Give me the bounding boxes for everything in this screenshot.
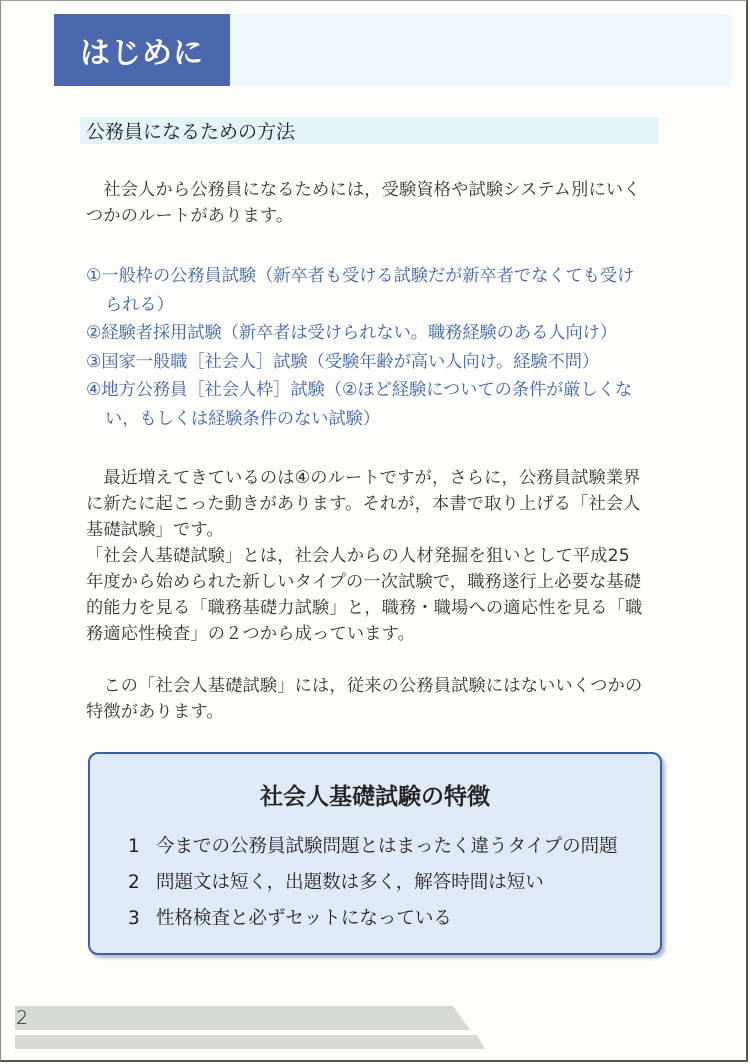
feature-number: 3 <box>128 908 140 929</box>
text-line: 特徴があります。 <box>86 702 224 722</box>
footer-decor-bar-top <box>15 1006 470 1030</box>
text-line: 社会人から公務員になるためには，受験資格や試験システム別にいく <box>86 180 641 200</box>
body-paragraph-3 <box>86 673 666 725</box>
text-line: 的能力を見る「職務基礎力試験」と，職務・職場への適応性を見る「職 <box>86 598 643 618</box>
footer-decor-bar-bottom <box>15 1035 485 1049</box>
features-title: 社会人基礎試験の特徴 <box>260 784 490 810</box>
route-item-2 <box>86 319 666 348</box>
text-line: つかのルートがあります。 <box>86 206 294 226</box>
body-paragraph-1 <box>86 465 666 543</box>
page-number: 2 <box>16 1007 29 1029</box>
text-line: に新たに起こった動きがあります。それが，本書で取り上げる「社会人 <box>86 494 641 514</box>
section-heading <box>80 117 658 144</box>
feature-item-3 <box>128 904 452 930</box>
route-text: ①一般枠の公務員試験（新卒者も受ける試験だが新卒者でなくても受け <box>86 266 635 286</box>
feature-text: 今までの公務員試験問題とはまったく違うタイプの問題 <box>156 836 618 857</box>
text-line: 「社会人基礎試験」とは，社会人からの人材発掘を狙いとして平成25 <box>86 546 630 566</box>
chapter-title: はじめに <box>80 36 204 71</box>
text-line: 務適応性検査」の２つから成っています。 <box>86 624 415 644</box>
feature-text: 問題文は短く，出題数は多く，解答時間は短い <box>156 872 544 893</box>
route-item-1 <box>86 262 666 319</box>
route-text: ④地方公務員［社会人枠］試験（②ほど経験についての条件が厳しくな <box>86 380 633 400</box>
feature-item-2 <box>128 868 544 894</box>
route-text: い，もしくは経験条件のない試験） <box>105 408 381 429</box>
text-line: 年度から始められた新しいタイプの一次試験で，職務遂行上必要な基礎 <box>86 572 642 592</box>
section-heading-text: 公務員になるための方法 <box>86 121 296 143</box>
intro-paragraph <box>86 177 666 229</box>
route-text: ②経験者採用試験（新卒者は受けられない。職務経験のある人向け） <box>86 323 618 343</box>
feature-item-1 <box>128 832 618 858</box>
route-text: ③国家一般職［社会人］試験（受験年齢が高い人向け。経験不問） <box>86 351 600 372</box>
route-item-4 <box>86 376 666 433</box>
features-callout-box <box>88 752 662 955</box>
route-item-3 <box>86 348 666 377</box>
text-line: この「社会人基礎試験」には，従来の公務員試験にはないいくつかの <box>86 676 643 696</box>
feature-text: 性格検査と必ずセットになっている <box>156 908 452 929</box>
feature-number: 2 <box>128 872 140 893</box>
feature-number: 1 <box>128 836 140 857</box>
body-paragraph-2 <box>86 543 666 647</box>
text-line: 最近増えてきているのは④のルートですが，さらに，公務員試験業界 <box>86 468 641 488</box>
chapter-title-tab <box>54 14 230 86</box>
text-line: 基礎試験」です。 <box>86 520 224 540</box>
route-list <box>86 262 666 433</box>
route-text: られる） <box>105 294 174 315</box>
